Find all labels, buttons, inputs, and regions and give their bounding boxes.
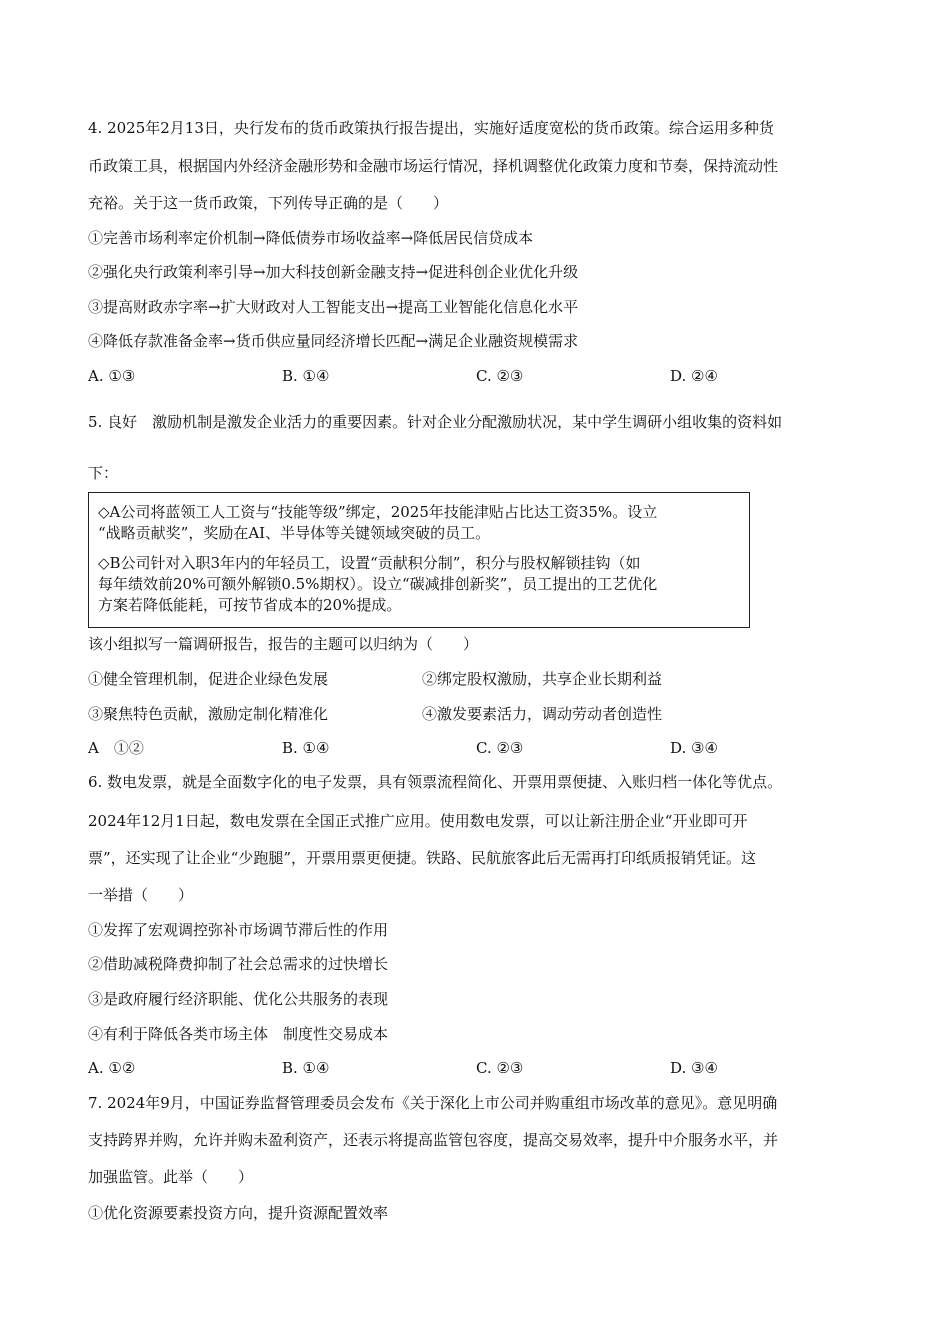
q6-statement-3: ③是政府履行经济职能、优化公共服务的表现 — [88, 990, 389, 1008]
q5-material-a-line-1: ◇A公司将蓝领工人工资与“技能等级”绑定，2025年技能津贴占比达工资35%。设立 — [98, 503, 658, 521]
q5-option-d: D. ③④ — [670, 739, 718, 757]
q4-option-d: D. ②④ — [670, 367, 718, 385]
q6-option-d: D. ③④ — [670, 1059, 718, 1077]
q7-statement-1: ①优化资源要素投资方向，提升资源配置效率 — [88, 1204, 389, 1222]
q4-stem-line-3: 充裕。关于这一货币政策，下列传导正确的是（ ） — [88, 194, 449, 212]
q4-option-b: B. ①④ — [282, 367, 330, 385]
q7-stem-line-1: 7. 2024年9月，中国证券监督管理委员会发布《关于深化上市公司并购重组市场改革的意见》。意见明确 — [88, 1094, 778, 1112]
q4-stem-line-1: 4. 2025年2月13日，央行发布的货币政策执行报告提出，实施好适度宽松的货币政策。综合运用多种货 — [88, 119, 774, 137]
q6-statement-2: ②借助减税降费抑制了社会总需求的过快增长 — [88, 955, 389, 973]
q5-material-a-line-2: “战略贡献奖”，奖励在AI、半导体等关键领域突破的员工。 — [98, 524, 491, 542]
q6-option-b: B. ①④ — [282, 1059, 330, 1077]
q5-statement-3: ③聚焦特色贡献，激励定制化精准化 — [88, 705, 329, 723]
q4-statement-4: ④降低存款准备金率→货币供应量同经济增长匹配→满足企业融资规模需求 — [88, 332, 579, 350]
q7-stem-line-3: 加强监管。此举（ ） — [88, 1168, 254, 1186]
q5-material-b-line-2: 每年绩效前20%可额外解锁0.5%期权）。设立“碳减排创新奖”，员工提出的工艺优化 — [98, 575, 658, 593]
q6-stem-line-1: 6. 数电发票，就是全面数字化的电子发票，具有领票流程简化、开票用票便捷、入账归档一体化等优点。 — [88, 773, 783, 791]
q5-material-b-line-1: ◇B公司针对入职3年内的年轻员工，设置“贡献积分制”，积分与股权解锁挂钩（如 — [98, 554, 641, 572]
q6-stem-line-4: 一举措（ ） — [88, 886, 194, 904]
q5-question: 该小组拟写一篇调研报告，报告的主题可以归纳为（ ） — [88, 635, 479, 653]
q5-statement-2: ②绑定股权激励，共享企业长期利益 — [422, 670, 663, 688]
q6-statement-4: ④有利于降低各类市场主体 制度性交易成本 — [88, 1025, 389, 1043]
q6-statement-1: ①发挥了宏观调控弥补市场调节滞后性的作用 — [88, 921, 389, 939]
q5-option-c: C. ②③ — [476, 739, 524, 757]
q4-option-c: C. ②③ — [476, 367, 524, 385]
q5-statement-1: ①健全管理机制，促进企业绿色发展 — [88, 670, 329, 688]
q5-stem-line-2: 下： — [88, 464, 119, 482]
q5-material-b-line-3: 方案若降低能耗，可按节省成本的20%提成。 — [98, 596, 402, 614]
q4-statement-3: ③提高财政赤字率→扩大财政对人工智能支出→提高工业智能化信息化水平 — [88, 298, 579, 316]
q5-statement-4: ④激发要素活力，调动劳动者创造性 — [422, 705, 663, 723]
q7-stem-line-2: 支持跨界并购，允许并购未盈利资产，还表示将提高监管包容度，提高交易效率，提升中介服务水平，并 — [88, 1131, 779, 1149]
q4-statement-2: ②强化央行政策利率引导→加大科技创新金融支持→促进科创企业优化升级 — [88, 263, 579, 281]
q4-option-a: A. ①③ — [88, 367, 136, 385]
q4-stem-line-2: 币政策工具，根据国内外经济金融形势和金融市场运行情况，择机调整优化政策力度和节奏，保持流动性 — [88, 157, 779, 175]
q6-stem-line-3: 票”，还实现了让企业“少跑腿”，开票用票更便捷。铁路、民航旅客此后无需再打印纸质报销凭证。这 — [88, 849, 757, 867]
q6-option-c: C. ②③ — [476, 1059, 524, 1077]
q5-stem-line-1: 5. 良好 激励机制是激发企业活力的重要因素。针对企业分配激励状况，某中学生调研小组收集的资料如 — [88, 413, 783, 431]
q6-option-a: A. ①② — [88, 1059, 136, 1077]
q6-stem-line-2: 2024年12月1日起，数电发票在全国正式推广应用。使用数电发票，可以让新注册企业“开业即可开 — [88, 812, 748, 830]
q5-option-a: A ①② — [88, 739, 144, 757]
q4-statement-1: ①完善市场利率定价机制→降低债券市场收益率→降低居民信贷成本 — [88, 229, 534, 247]
q5-option-b: B. ①④ — [282, 739, 330, 757]
